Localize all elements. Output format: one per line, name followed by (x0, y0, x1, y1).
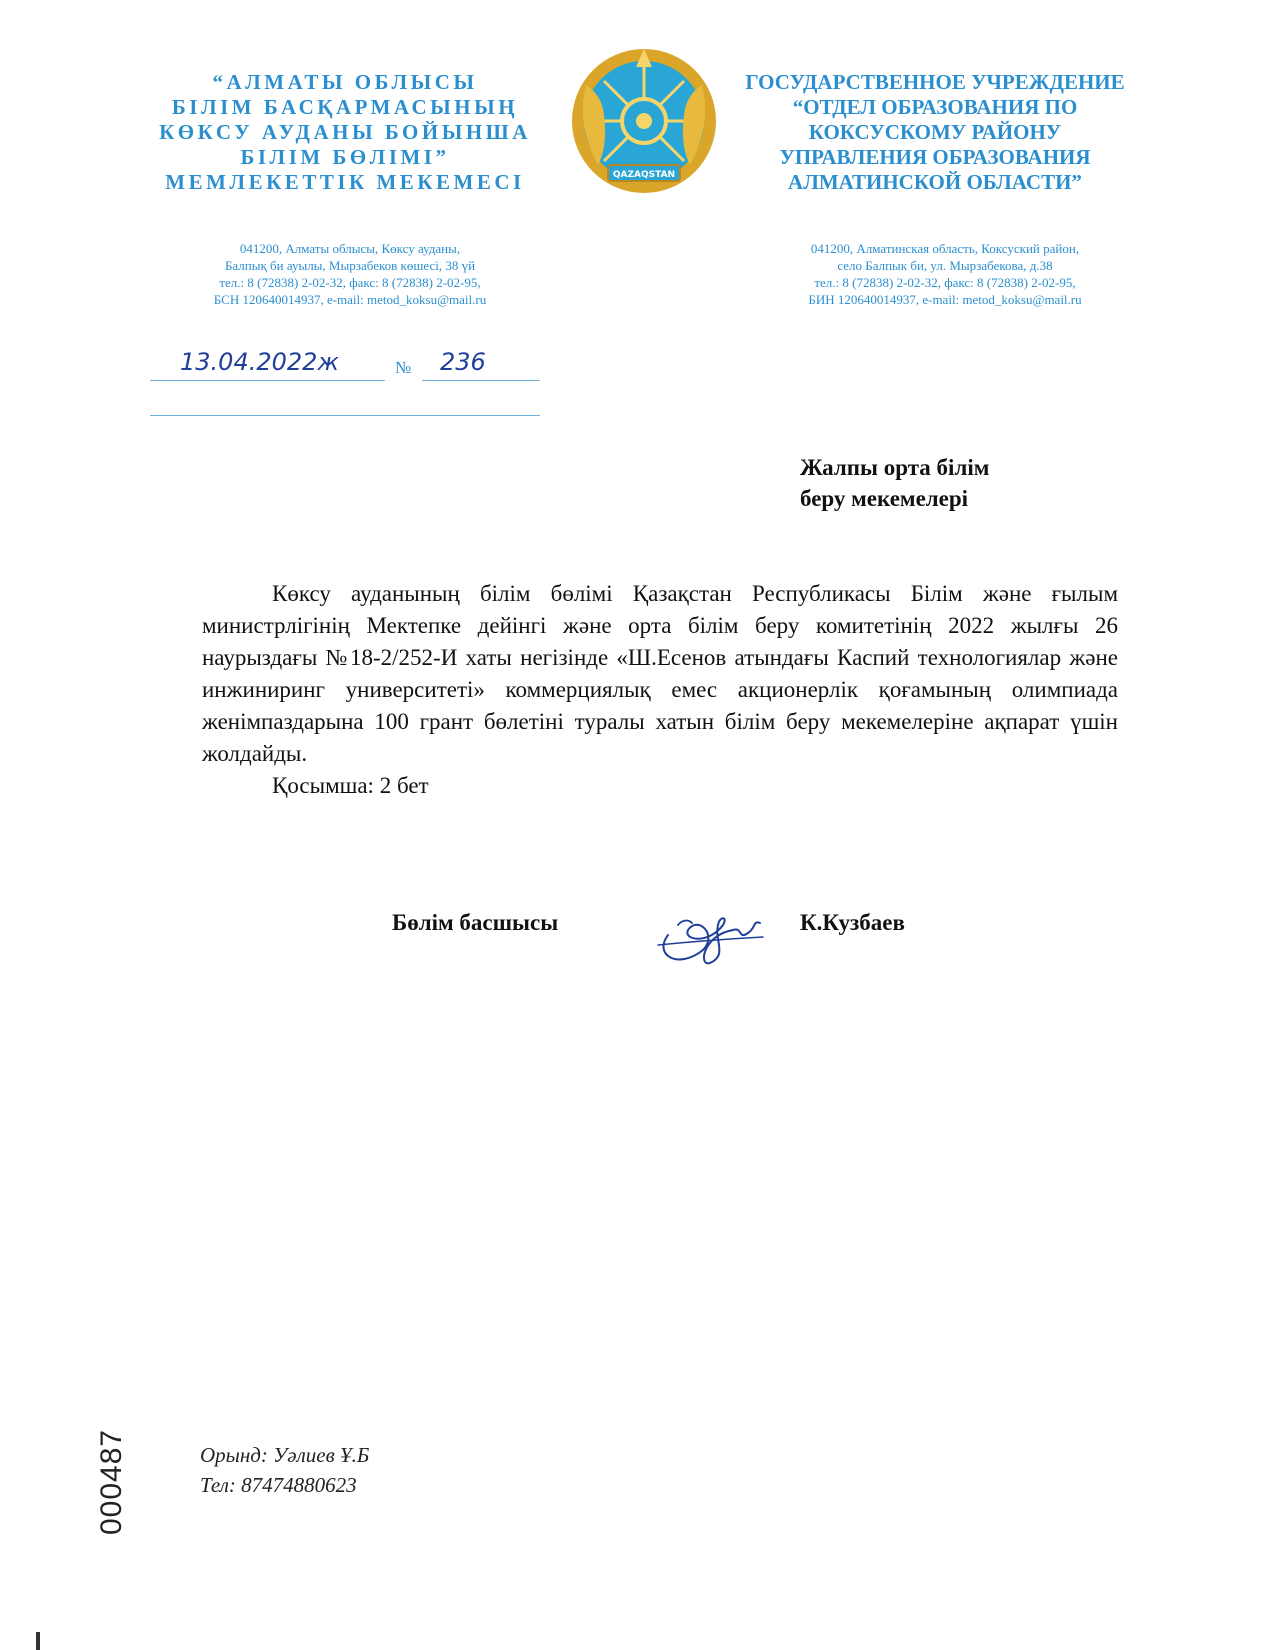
address-ru-line: тел.: 8 (72838) 2-02-32, факс: 8 (72838) 2-02-95, (814, 275, 1076, 290)
scan-edge-mark (36, 1632, 40, 1650)
state-emblem-icon (568, 45, 720, 199)
address-ru-line: БИН 120640014937, e-mail: metod_koksu@mail.ru (808, 292, 1082, 307)
address-kz-line: тел.: 8 (72838) 2-02-32, факс: 8 (72838) 2-02-95, (219, 275, 481, 290)
header-ru-line: АЛМАТИНСКОЙ ОБЛАСТИ” (788, 170, 1082, 194)
date-line (150, 380, 385, 381)
number-line (422, 380, 540, 381)
addressee (800, 452, 989, 514)
body-paragraph: Көксу ауданының білім бөлімі Қазақстан Республикасы Білім және ғылым министрлігінің Мектепке дейінгі және орта білім беру комитетінің 2022 жылғы 26 наурыздағы №18-2/252-И хаты негізінде «Ш.Есенов атындағы Каспий технологиялар және инжиниринг университеті» коммерциялық емес акционерлік қоғамының олимпиада женімпаздарына 100 грант бөлетіні туралы хатын білім беру мекемелеріне ақпарат үшін жолдайды. (202, 581, 1118, 766)
reference-date: 13.04.2022ж (180, 348, 340, 376)
number-sign: № (395, 358, 412, 377)
annex-note: Қосымша: 2 бет (272, 773, 429, 798)
address-kz-line: Балпық би ауылы, Мырзабеков көшесі, 38 үй (224, 258, 476, 273)
handwritten-signature-icon (648, 895, 778, 970)
registration-number: 000487 (95, 1428, 128, 1535)
executor-name: Орынд: Уәлиев Ұ.Б (200, 1443, 370, 1467)
header-ru-organization (735, 70, 1135, 195)
header-ru-line: “ОТДЕЛ ОБРАЗОВАНИЯ ПО (792, 95, 1078, 119)
address-kz-line: 041200, Алматы облысы, Көксу ауданы, (239, 241, 461, 256)
header-kz-line: БІЛІМ БӨЛІМІ” (240, 145, 450, 169)
reference-second-line (150, 415, 540, 416)
addressee-line: беру мекемелері (800, 486, 969, 511)
addressee-line: Жалпы орта білім (800, 455, 990, 480)
address-kz (150, 240, 550, 308)
header-ru-line: УПРАВЛЕНИЯ ОБРАЗОВАНИЯ (779, 145, 1091, 169)
header-kz-line: БІЛІМ БАСҚАРМАСЫНЫҢ (171, 95, 519, 119)
header-ru-line: ГОСУДАРСТВЕННОЕ УЧРЕЖДЕНИЕ (745, 70, 1125, 94)
address-ru-line: село Балпык би, ул. Мырзабекова, д.38 (837, 258, 1053, 273)
header-ru-line: КОКСУСКОМУ РАЙОНУ (808, 120, 1062, 144)
header-kz-line: МЕМЛЕКЕТТІК МЕКЕМЕСІ (165, 170, 525, 194)
header-kz-line: “АЛМАТЫ ОБЛЫСЫ (212, 70, 478, 94)
address-ru-line: 041200, Алматинская область, Коксуский район, (810, 241, 1080, 256)
header-kz-organization (140, 70, 550, 195)
address-kz-line: БСН 120640014937, e-mail: metod_koksu@mail.ru (213, 292, 487, 307)
signatory-name: К.Кузбаев (800, 910, 905, 935)
header-kz-line: КӨКСУ АУДАНЫ БОЙЫНША (159, 120, 531, 144)
address-ru (750, 240, 1140, 308)
letter-body (202, 578, 1118, 802)
executor-phone: Тел: 87474880623 (200, 1473, 357, 1497)
emblem-text: QAZAQSTAN (612, 170, 676, 180)
executor-info (200, 1440, 369, 1500)
signatory-title: Бөлім басшысы (392, 910, 559, 935)
reference-number: 236 (440, 348, 486, 376)
